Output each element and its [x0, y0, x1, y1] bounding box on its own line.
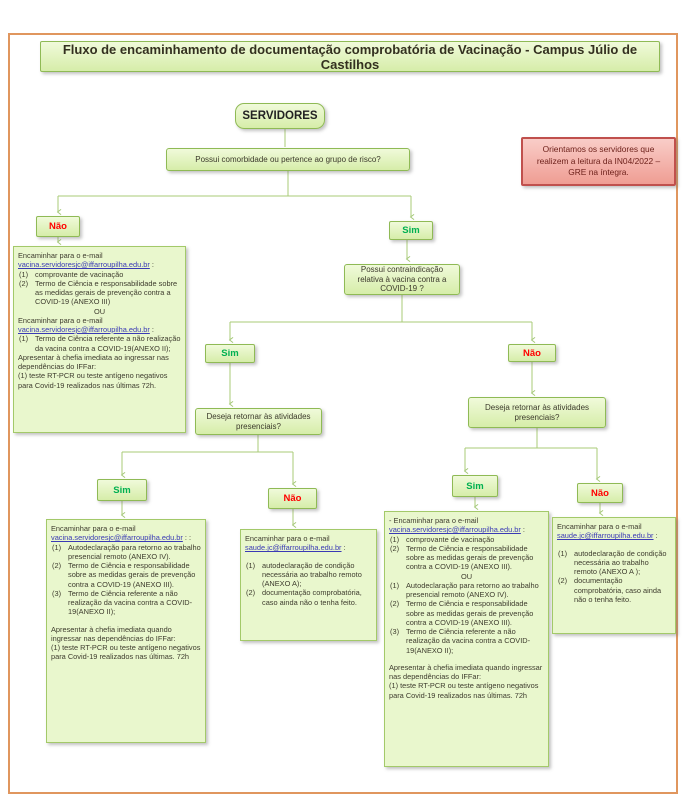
instruction-line [245, 553, 372, 561]
branch-nao-comorbidade: Não [36, 216, 80, 237]
email-link[interactable]: vacina.servidoresjc@iffarroupilha.edu.br [18, 325, 150, 334]
instructions-nao-retorno-direita [552, 517, 676, 634]
instruction-line [557, 541, 671, 549]
instructions-sim-retorno-esquerda [46, 519, 206, 743]
instruction-line: OU [460, 571, 473, 581]
instructions-sim-retorno-direita [384, 511, 549, 767]
instructions-nao-comorbidade [13, 246, 186, 433]
note-in04-gre: Orientamos os servidores que realizem a leitura da IN04/2022 –GRE na íntegra. [521, 137, 676, 186]
instruction-line: (1) autodeclaração de condição necessária ao trabalho remoto (ANEXO A); [246, 560, 362, 588]
email-link[interactable]: vacina.servidoresjc@iffarroupilha.edu.br [51, 533, 183, 543]
instruction-line: (2) Termo de Ciência e responsabilidade sobre as medidas gerais de prevenção contra a COVID-19 (ANEXO III). [390, 543, 534, 572]
node-servidores: SERVIDORES [235, 103, 325, 129]
instruction-line: (1) teste RT-PCR ou teste antígeno negativos para Covid-19 realizados nas últimas. 72h [389, 681, 539, 700]
question-retorno-esquerda: Deseja retornar às atividades presenciais? [195, 408, 322, 435]
instruction-line: (1) Termo de Ciência referente a não realização da vacina contra a COVID-19(ANEXO II); [19, 334, 181, 353]
email-link[interactable]: vacina.servidoresjc@iffarroupilha.edu.br [389, 525, 521, 535]
instruction-line: (1) teste RT-PCR ou teste antígeno negativos para Covid-19 realizados nas últimas 72h. [18, 371, 168, 390]
instruction-line: vacina.servidoresjc@iffarroupilha.edu.br : [389, 525, 525, 535]
instruction-line: (2) Termo de Ciência e responsabilidade sobre as medidas gerais de prevenção contra a COVID-19 (ANEXO III) [19, 278, 178, 307]
instruction-line: Encaminhar para o e-mail [557, 522, 642, 531]
instruction-line: saude.jc@iffarroupilha.edu.br : [245, 543, 346, 553]
instruction-line: (1) Autodeclaração para retorno ao trabalho presencial remoto (ANEXO IV). [390, 580, 539, 599]
instruction-line: saude.jc@iffarroupilha.edu.br : [557, 531, 658, 541]
instruction-line: OU [93, 306, 106, 316]
instruction-line: Apresentar à chefia imediata ao ingressar nas dependências do IFFar: [18, 352, 169, 371]
instruction-line: (1) autodeclaração de condição necessária ao trabalho remoto (ANEXO A ); [558, 548, 667, 576]
page-title: Fluxo de encaminhamento de documentação comprobatória de Vacinação - Campus Júlio de Castilhos [40, 41, 660, 72]
instruction-line: vacina.servidoresjc@iffarroupilha.edu.br : [18, 325, 154, 334]
instruction-line: (2) Termo de Ciência e responsabilidade sobre as medidas gerais de prevenção contra a COVID-19 (ANEXO III). [52, 561, 196, 589]
branch-sim-retorno-esquerda: Sim [97, 479, 147, 501]
branch-sim-contraindicacao: Sim [205, 344, 255, 363]
question-contraindicacao: Possui contraindicação relativa à vacina contra a COVID-19 ? [344, 264, 460, 295]
branch-nao-retorno-esquerda: Não [268, 488, 317, 509]
instruction-line: (1) comprovante de vacinação [19, 269, 124, 279]
instruction-line: Encaminhar para o e-mail [51, 524, 136, 533]
instruction-line: Encaminhar para o e-mail [18, 315, 103, 325]
instruction-line: (3) Termo de Ciência referente a não realização da vacina contra a COVID-19(ANEXO II); [390, 627, 531, 655]
email-link[interactable]: saude.jc@iffarroupilha.edu.br [245, 543, 342, 553]
instruction-line: vacina.servidoresjc@iffarroupilha.edu.br : [18, 260, 154, 270]
email-link[interactable]: vacina.servidoresjc@iffarroupilha.edu.br [18, 260, 150, 270]
instruction-line: Encaminhar para o e-mail [245, 534, 330, 543]
instruction-line: (2) documentação comprobatória, caso ainda não o tenha feito. [558, 576, 662, 604]
branch-sim-retorno-direita: Sim [452, 475, 498, 497]
instruction-line: (2) documentação comprobatória, caso ainda não o tenha feito. [246, 588, 362, 607]
instructions-nao-retorno-esquerda [240, 529, 377, 641]
question-retorno-direita: Deseja retornar às atividades presenciais? [468, 397, 606, 428]
instruction-line: Encaminhar para o e-mail [18, 251, 103, 260]
instruction-line: Apresentar à chefia imediata quando ingressar nas dependências do IFFar: [389, 662, 543, 681]
email-link[interactable]: saude.jc@iffarroupilha.edu.br [557, 531, 654, 541]
branch-sim-comorbidade: Sim [389, 221, 433, 240]
instruction-line: vacina.servidoresjc@iffarroupilha.edu.br : : [51, 533, 192, 543]
instruction-line: - Encaminhar para o e-mail [389, 516, 479, 525]
instruction-line: (3) Termo de Ciência referente a não realização da vacina contra a COVID-19(ANEXO II); [52, 588, 193, 617]
instruction-line: (1) comprovante de vacinação [390, 534, 495, 544]
branch-nao-contraindicacao: Não [508, 344, 556, 362]
instruction-line: (2) Termo de Ciência e responsabilidade sobre as medidas gerais de prevenção contra a COVID-19 (ANEXO III). [390, 599, 534, 627]
instruction-line: Apresentar à chefia imediata quando ingressar nas dependências do IFFar: [51, 624, 176, 643]
instruction-line: (1) Autodeclaração para retorno ao trabalho presencial remoto (ANEXO IV). [52, 542, 201, 561]
question-comorbidade: Possui comorbidade ou pertence ao grupo de risco? [166, 148, 410, 171]
instruction-line [389, 655, 544, 663]
instruction-line [51, 617, 201, 625]
branch-nao-retorno-direita: Não [577, 483, 623, 503]
instruction-line: (1) teste RT-PCR ou teste antígeno negativos para Covid-19 realizados nas últimas. 72h [51, 643, 201, 662]
